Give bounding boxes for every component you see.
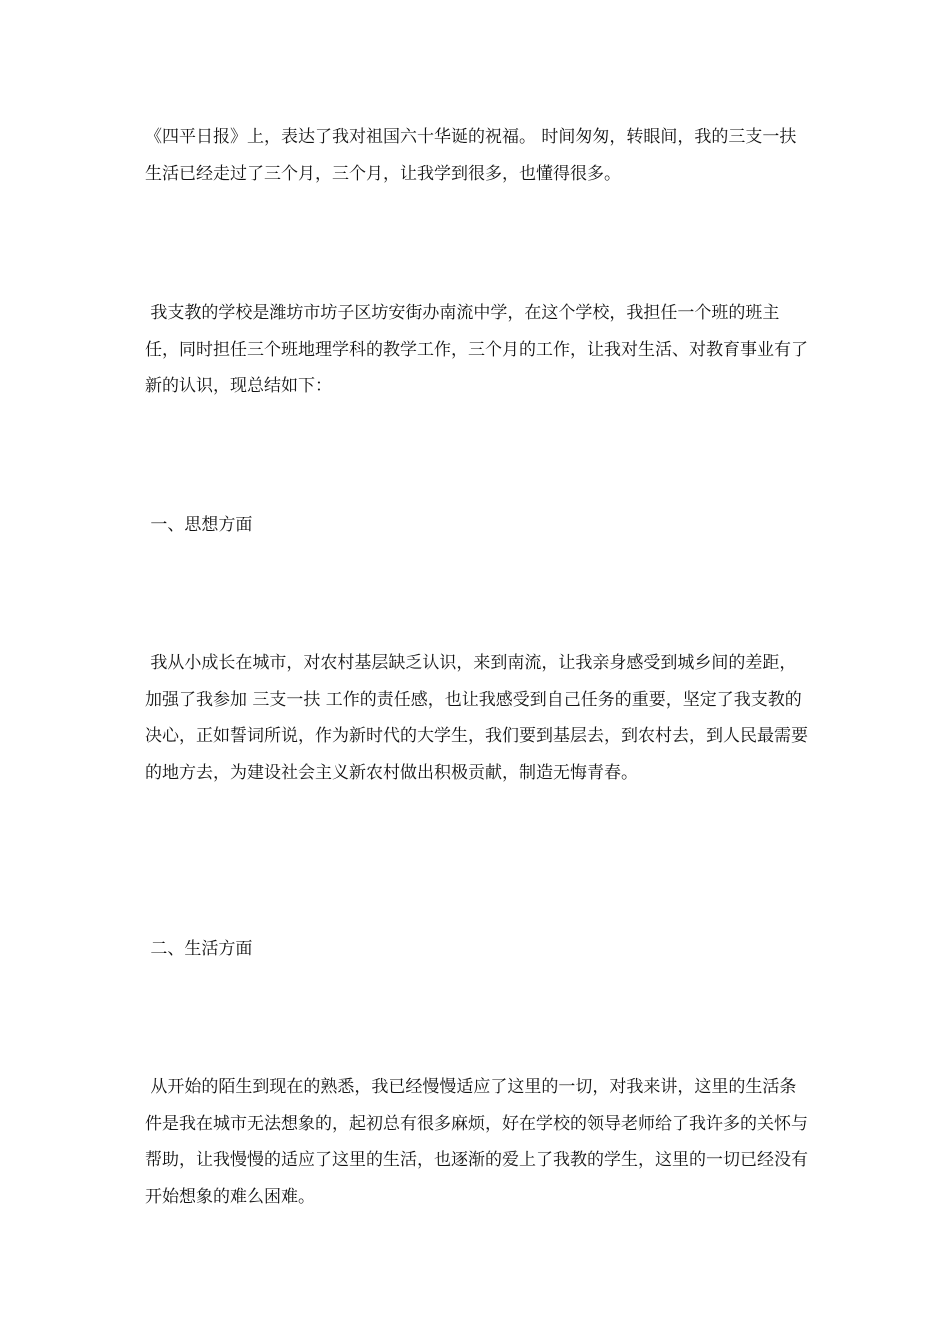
section-heading-life: 二、生活方面 bbox=[145, 939, 253, 959]
paragraph-life: 从开始的陌生到现在的熟悉，我已经慢慢适应了这里的一切，对我来讲，这里的生活条件是我在城市无法想象的，起初总有很多麻烦，好在学校的领导老师给了我许多的关怀与帮助，让我慢慢的适应了这里的生活，也逐渐的爱上了我教的学生，这里的一切已经没有开始想象的难么困难。 bbox=[145, 1077, 808, 1207]
paragraph-thought: 我从小成长在城市，对农村基层缺乏认识，来到南流，让我亲身感受到城乡间的差距，加强了我参加 三支一扶 工作的责任感，也让我感受到自己任务的重要，坚定了我支教的决心，正如誓词所说，作为新时代的大学生，我们要到基层去，到农村去，到人民最需要的地方去，为建设社会主义新农村做出积极贡献，制造无悔青春。 bbox=[145, 653, 808, 783]
paragraph-school-overview: 我支教的学校是潍坊市坊子区坊安街办南流中学，在这个学校，我担任一个班的班主任，同时担任三个班地理学科的教学工作，三个月的工作，让我对生活、对教育事业有了新的认识，现总结如下： bbox=[145, 303, 808, 396]
paragraph-intro-continuation: 《四平日报》上，表达了我对祖国六十华诞的祝福。 时间匆匆，转眼间，我的三支一扶 生活已经走过了三个月，三个月，让我学到很多，也懂得很多。 bbox=[145, 127, 802, 184]
section-heading-thought: 一、思想方面 bbox=[145, 515, 253, 535]
